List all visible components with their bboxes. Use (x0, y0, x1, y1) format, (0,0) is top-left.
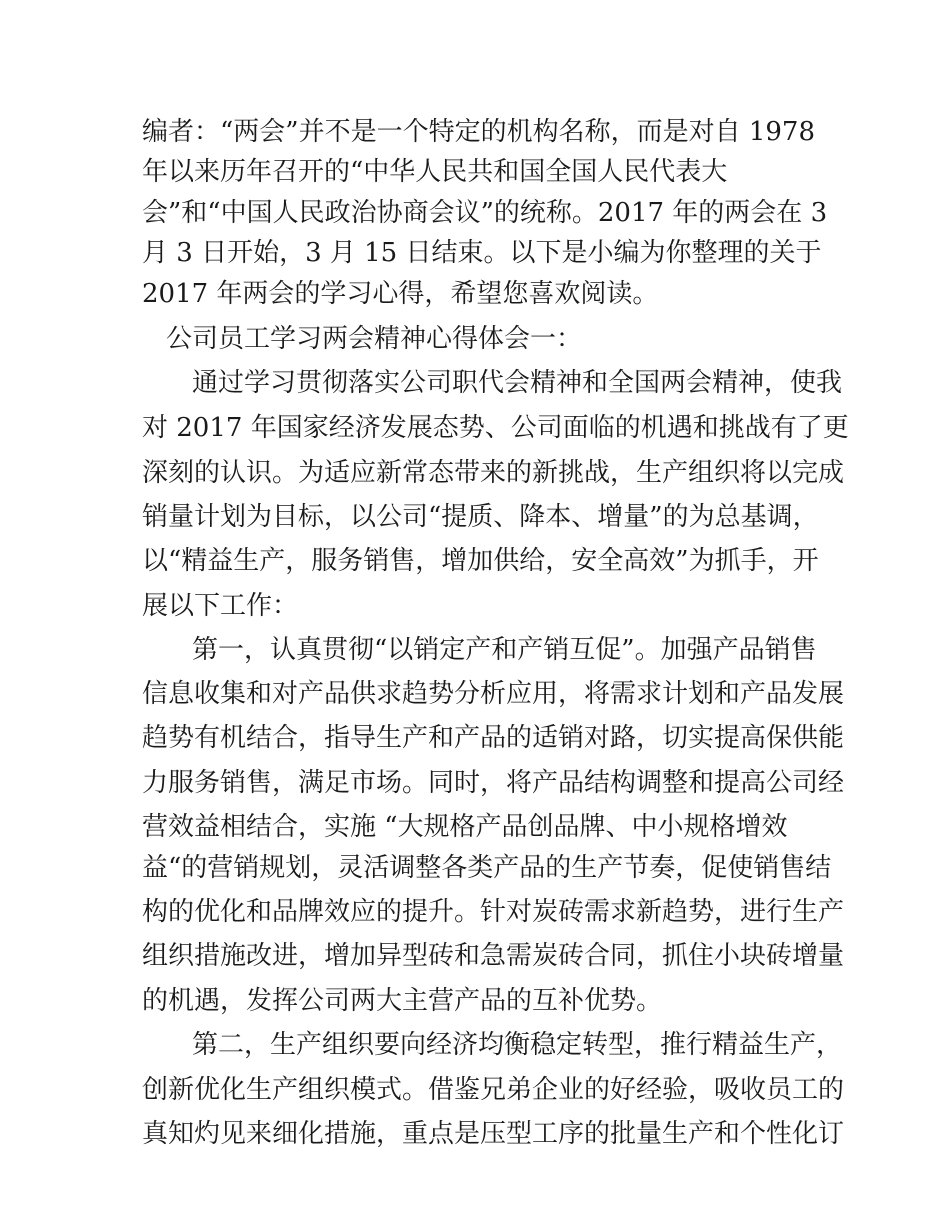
text-line: 趋势有机结合，指导生产和产品的适销对路，切实提高保供能 (142, 723, 845, 753)
text-line: 编者：“两会”并不是一个特定的机构名称，而是对自 1978 (142, 117, 816, 147)
text-line: 以“精益生产，服务销售，增加供给，安全高效”为抓手，开 (142, 546, 819, 576)
text-line: 构的优化和品牌效应的提升。针对炭砖需求新趋势，进行生产 (142, 897, 845, 927)
text-line: 力服务销售，满足市场。同时，将产品结构调整和提高公司经 (142, 768, 845, 798)
text-line: 销量计划为目标，以公司“提质、降本、增量”的为总基调， (142, 502, 819, 532)
text-line: 的机遇，发挥公司两大主营产品的互补优势。 (142, 986, 663, 1016)
text-line: 真知灼见来细化措施，重点是压型工序的批量生产和个性化订 (142, 1119, 845, 1149)
text-line: 年以来历年召开的“中华人民共和国全国人民代表大 (142, 157, 728, 187)
text-line: 通过学习贯彻落实公司职代会精神和全国两会精神，使我 (192, 368, 843, 398)
text-line: 组织措施改进，增加异型砖和急需炭砖合同，抓住小块砖增量 (142, 941, 845, 971)
text-line: 对 2017 年国家经济发展态势、公司面临的机遇和挑战有了更 (142, 413, 849, 443)
text-line: 创新优化生产组织模式。借鉴兄弟企业的好经验，吸收员工的 (142, 1075, 845, 1105)
text-line: 第二，生产组织要向经济均衡稳定转型，推行精益生产， (192, 1030, 843, 1060)
text-line: 2017 年两会的学习心得，希望您喜欢阅读。 (142, 279, 659, 309)
text-line: 第一，认真贯彻“以销定产和产销互促”。加强产品销售 (192, 635, 817, 665)
text-line: 信息收集和对产品供求趋势分析应用，将需求计划和产品发展 (142, 679, 845, 709)
text-line: 营效益相结合，实施 “大规格产品创品牌、中小规格增效 (142, 812, 788, 842)
text-line: 展以下工作： (142, 591, 299, 621)
text-line: 深刻的认识。为适应新常态带来的新挑战，生产组织将以完成 (142, 458, 845, 488)
text-line: 会”和“中国人民政治协商会议”的统称。2017 年的两会在 3 (142, 198, 828, 228)
section-heading: 公司员工学习两会精神心得体会一： (166, 324, 583, 354)
text-line: 月 3 日开始，3 月 15 日结束。以下是小编为你整理的关于 (142, 238, 822, 268)
text-line: 益“的营销规划，灵活调整各类产品的生产节奏，促使销售结 (142, 853, 832, 883)
